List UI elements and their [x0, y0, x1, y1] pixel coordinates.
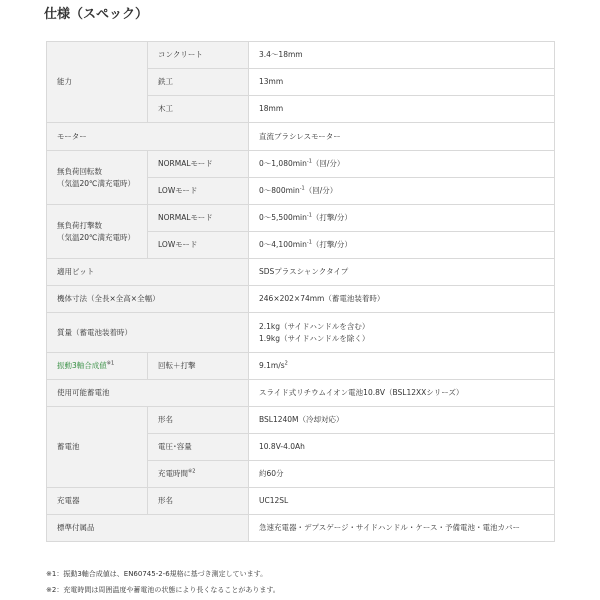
row-value: 直流ブラシレスモーター [249, 123, 555, 151]
row-sublabel: NORMALモード [148, 205, 249, 232]
table-row [47, 488, 555, 515]
table-row [47, 259, 555, 286]
table-row [47, 407, 555, 434]
row-sublabel: 充電時間$^{※2}$ [148, 461, 249, 488]
row-sublabel: 木工 [148, 96, 249, 123]
row-value: スライド式リチウムイオン電池10.8V（BSL12XXシリーズ） [249, 380, 555, 407]
footnote-mark: ※1 [106, 360, 115, 367]
row-sublabel: コンクリート [148, 42, 249, 69]
row-value: SDSプラスシャンクタイプ [249, 259, 555, 286]
vibration-note-link[interactable]: 振動3軸合成値 [57, 361, 107, 370]
row-value: $0\sim 5,500\min^{-1}$（打撃/分） [249, 205, 555, 232]
row-value: $0\sim 1,080\min^{-1}$（回/分） [249, 151, 555, 178]
row-value: 約60分 [249, 461, 555, 488]
row-label [47, 205, 148, 259]
row-sublabel: 形名 [148, 488, 249, 515]
row-label: モーター [47, 123, 249, 151]
footnote-2: ※2：充電時間は周囲温度や蓄電池の状態により長くなることがあります。 [46, 586, 280, 594]
row-sublabel: LOWモード [148, 232, 249, 259]
row-sublabel: 電圧･容量 [148, 434, 249, 461]
row-label: 機体寸法（全長×全高×全幅） [47, 286, 249, 313]
row-value: 18mm [249, 96, 555, 123]
table-row [47, 42, 555, 69]
page-title: 仕様（スペック） [44, 7, 149, 22]
row-label-note: （気温20℃満充電時） [57, 232, 135, 242]
row-label-main: 無負荷打撃数 [57, 220, 102, 230]
row-label: 質量（蓄電池装着時） [47, 313, 249, 353]
row-value: 10.8V-4.0Ah [249, 434, 555, 461]
row-value: BSL1240M（冷却対応） [249, 407, 555, 434]
row-value: 13mm [249, 69, 555, 96]
table-row [47, 205, 555, 232]
row-label-main: 無負荷回転数 [57, 166, 102, 176]
spec-table [46, 41, 555, 542]
row-sublabel: 形名 [148, 407, 249, 434]
row-value: 2.1kg（サイドハンドルを含む） 1.9kg（サイドハンドルを除く） [249, 313, 555, 353]
row-label [47, 353, 148, 380]
table-row [47, 123, 555, 151]
row-value: 246×202×74mm（蓄電池装着時） [249, 286, 555, 313]
row-label: 充電器 [47, 488, 148, 515]
row-value: $0\sim 800\min^{-1}$（回/分） [249, 178, 555, 205]
row-sublabel: 回転＋打撃 [148, 353, 249, 380]
footnote-1: ※1：振動3軸合成値は、EN60745-2-6規格に基づき測定しています。 [46, 570, 268, 578]
footnotes [46, 566, 280, 598]
table-row [47, 286, 555, 313]
row-sublabel: 鉄工 [148, 69, 249, 96]
row-sublabel: NORMALモード [148, 151, 249, 178]
row-value: 3.4～18mm [249, 42, 555, 69]
row-label: 蓄電池 [47, 407, 148, 488]
row-sublabel: LOWモード [148, 178, 249, 205]
table-row [47, 313, 555, 353]
row-label-note: （気温20℃満充電時） [57, 178, 135, 188]
row-value: UC12SL [249, 488, 555, 515]
footnote-mark: ※2 [188, 468, 196, 475]
row-label: 標準付属品 [47, 515, 249, 542]
row-label: 能力 [47, 42, 148, 123]
row-value: 急速充電器・デプスゲージ・サイドハンドル・ケース・予備電池・電池カバー [249, 515, 555, 542]
row-label: 使用可能蓄電池 [47, 380, 249, 407]
table-row [47, 353, 555, 380]
table-row [47, 151, 555, 178]
table-row [47, 380, 555, 407]
row-label: 適用ビット [47, 259, 249, 286]
row-value: $9.1m/s^2$ [249, 353, 555, 380]
row-label [47, 151, 148, 205]
row-value: $0\sim 4,100\min^{-1}$（打撃/分） [249, 232, 555, 259]
table-row [47, 515, 555, 542]
